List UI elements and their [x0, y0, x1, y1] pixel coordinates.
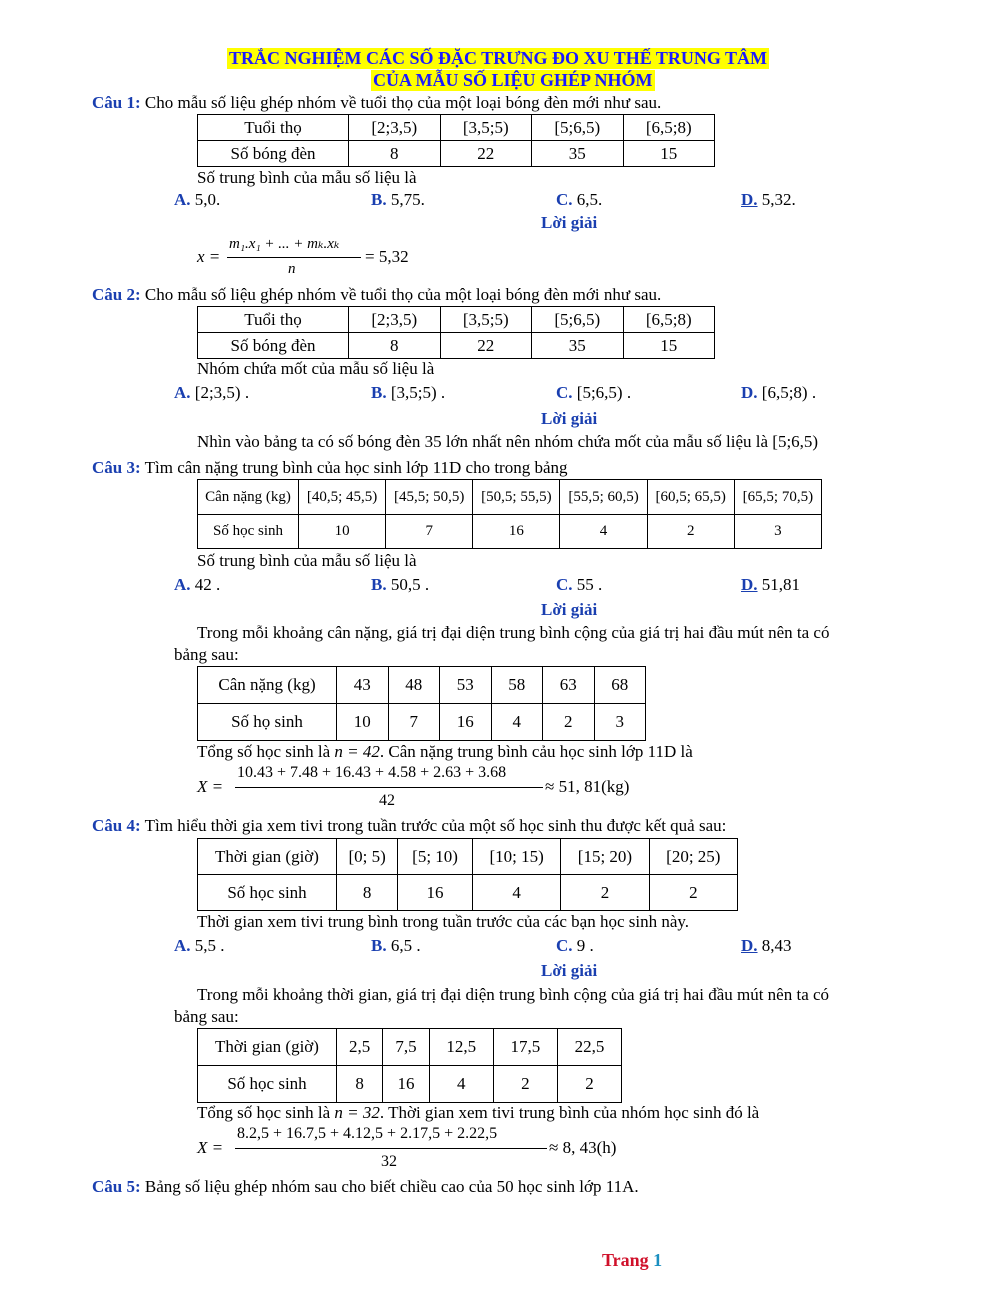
table-cell: 16 — [440, 704, 492, 741]
q4-prompt: Thời gian xem tivi trung bình trong tuần trước của các bạn học sinh này. — [197, 912, 690, 931]
question-label: Câu 2: — [92, 285, 141, 304]
q3-table — [197, 479, 822, 549]
q3-solution-line2: bảng sau: — [174, 645, 239, 664]
q3-total: Tổng số học sinh là n = 42. Cân nặng trung bình cảu học sinh lớp 11D là — [197, 742, 693, 761]
option-d: D. [6,5;8) . — [741, 383, 817, 402]
option-a: A. 5,5 . — [174, 936, 225, 955]
question-label: Câu 5: — [92, 1177, 141, 1196]
option-c: C. [5;6,5) . — [556, 383, 632, 402]
table-cell: 4 — [491, 704, 543, 741]
table-cell: 2 — [649, 875, 737, 911]
table-header: [5;6,5) — [532, 115, 624, 141]
table-header: [6,5;8) — [623, 307, 715, 333]
table-header: Thời gian (giờ) — [198, 1029, 337, 1066]
table-header: 68 — [594, 667, 646, 704]
table-cell: Số học sinh — [198, 1066, 337, 1103]
solution-heading: Lời giải — [541, 600, 598, 619]
table-header: 12,5 — [429, 1029, 493, 1066]
q1-table — [197, 114, 715, 167]
table-cell: 22 — [440, 141, 532, 167]
question-2 — [92, 285, 661, 305]
table-header: [2;3,5) — [349, 307, 441, 333]
question-1 — [92, 93, 661, 113]
table-header: 48 — [388, 667, 440, 704]
table-header: [10; 15) — [472, 839, 560, 875]
question-text: Bảng số liệu ghép nhóm sau cho biết chiều cao của 50 học sinh lớp 11A. — [144, 1177, 639, 1196]
q2-solution: Nhìn vào bảng ta có số bóng đèn 35 lớn nhất nên nhóm chứa mốt của mẫu số liệu là [5;6,5) — [197, 432, 819, 451]
table-cell: 4 — [472, 875, 560, 911]
table-cell: 2 — [557, 1066, 621, 1103]
table-header: [45,5; 50,5) — [386, 480, 473, 515]
option-a: A. 5,0. — [174, 190, 221, 209]
table-header: [50,5; 55,5) — [473, 480, 560, 515]
table-cell: 7 — [386, 515, 473, 549]
table-header: [20; 25) — [649, 839, 737, 875]
table-cell: 8 — [337, 875, 398, 911]
table-header: Tuổi thọ — [198, 307, 349, 333]
table-header: [60,5; 65,5) — [647, 480, 734, 515]
q4-representative-table — [197, 1028, 622, 1103]
table-cell: 16 — [473, 515, 560, 549]
table-cell: 15 — [623, 141, 715, 167]
solution-heading: Lời giải — [541, 961, 598, 980]
table-header: [6,5;8) — [623, 115, 715, 141]
table-header: [15; 20) — [561, 839, 649, 875]
table-cell: 35 — [532, 333, 624, 359]
q2-prompt: Nhóm chứa mốt của mẫu số liệu là — [197, 359, 435, 378]
table-cell: Số bóng đèn — [198, 141, 349, 167]
table-header: 17,5 — [493, 1029, 557, 1066]
table-header: [5;6,5) — [532, 307, 624, 333]
option-c: C. 55 . — [556, 575, 603, 594]
table-cell: 2 — [647, 515, 734, 549]
option-c: C. 9 . — [556, 936, 594, 955]
table-header: Cân nặng (kg) — [198, 667, 337, 704]
table-cell: Số bóng đèn — [198, 333, 349, 359]
table-header: 43 — [337, 667, 389, 704]
table-header: 58 — [491, 667, 543, 704]
page-title-line1: TRẮC NGHIỆM CÁC SỐ ĐẶC TRƯNG ĐO XU THẾ TRUNG TÂM — [229, 48, 768, 68]
table-header: Tuổi thọ — [198, 115, 349, 141]
table-header: [55,5; 60,5) — [560, 480, 647, 515]
question-4 — [92, 816, 726, 836]
table-cell: Số học sinh — [198, 515, 299, 549]
table-cell: 15 — [623, 333, 715, 359]
table-header: 7,5 — [383, 1029, 429, 1066]
table-cell: 35 — [532, 141, 624, 167]
q4-total: Tổng số học sinh là n = 32. Thời gian xem tivi trung bình của nhóm học sinh đó là — [197, 1103, 760, 1122]
table-cell: 16 — [398, 875, 473, 911]
q4-solution-line2: bảng sau: — [174, 1007, 239, 1026]
option-a: A. 42 . — [174, 575, 221, 594]
option-a: A. [2;3,5) . — [174, 383, 250, 402]
option-b: B. 6,5 . — [371, 936, 421, 955]
q3-representative-table — [197, 666, 646, 741]
table-header: [65,5; 70,5) — [734, 480, 821, 515]
table-header: [5; 10) — [398, 839, 473, 875]
page-title-line2: CỦA MẪU SỐ LIỆU GHÉP NHÓM — [373, 70, 653, 90]
table-cell: 10 — [299, 515, 386, 549]
table-cell: 4 — [429, 1066, 493, 1103]
question-text: Cho mẫu số liệu ghép nhóm về tuổi thọ của một loại bóng đèn mới như sau. — [144, 93, 662, 112]
q4-table — [197, 838, 738, 911]
table-cell: 16 — [383, 1066, 429, 1103]
table-header: 22,5 — [557, 1029, 621, 1066]
q2-table — [197, 306, 715, 359]
table-header: [0; 5) — [337, 839, 398, 875]
question-3 — [92, 458, 568, 478]
question-label: Câu 3: — [92, 458, 141, 477]
table-header: [2;3,5) — [349, 115, 441, 141]
question-5 — [92, 1177, 639, 1197]
question-label: Câu 1: — [92, 93, 141, 112]
question-text: Tìm cân nặng trung bình của học sinh lớp 11D cho trong bảng — [144, 458, 568, 477]
q4-solution-line1: Trong mỗi khoảng thời gian, giá trị đại diện trung bình cộng của giá trị hai đầu mút nên ta có — [197, 985, 830, 1004]
table-cell: 7 — [388, 704, 440, 741]
solution-heading: Lời giải — [541, 409, 598, 428]
option-d-correct: D. 8,43 — [741, 936, 792, 955]
question-label: Câu 4: — [92, 816, 141, 835]
table-header: 63 — [543, 667, 595, 704]
q3-prompt: Số trung bình của mẫu số liệu là — [197, 551, 417, 570]
table-cell: 3 — [594, 704, 646, 741]
table-cell: 2 — [561, 875, 649, 911]
table-header: 53 — [440, 667, 492, 704]
table-header: 2,5 — [337, 1029, 383, 1066]
table-header: [40,5; 45,5) — [299, 480, 386, 515]
table-cell: Số họ sinh — [198, 704, 337, 741]
table-cell: 2 — [493, 1066, 557, 1103]
table-cell: Số học sinh — [198, 875, 337, 911]
table-cell: 8 — [349, 141, 441, 167]
solution-heading: Lời giải — [541, 213, 598, 232]
question-text: Cho mẫu số liệu ghép nhóm về tuổi thọ của một loại bóng đèn mới như sau. — [144, 285, 662, 304]
option-b: B. [3,5;5) . — [371, 383, 446, 402]
option-b: B. 50,5 . — [371, 575, 430, 594]
option-b: B. 5,75. — [371, 190, 425, 209]
table-cell: 3 — [734, 515, 821, 549]
question-text: Tìm hiểu thời gia xem tivi trong tuần trước của một số học sinh thu được kết quả sau: — [144, 816, 727, 835]
table-header: Thời gian (giờ) — [198, 839, 337, 875]
q3-solution-line1: Trong mỗi khoảng cân nặng, giá trị đại diện trung bình cộng của giá trị hai đầu mút nên ta có — [197, 623, 830, 642]
table-header: [3,5;5) — [440, 115, 532, 141]
table-cell: 4 — [560, 515, 647, 549]
page-number: Trang 1 — [602, 1250, 663, 1270]
option-c: C. 6,5. — [556, 190, 603, 209]
table-header: [3,5;5) — [440, 307, 532, 333]
option-d-correct: D. 5,32. — [741, 190, 796, 209]
table-cell: 10 — [337, 704, 389, 741]
option-d-correct: D. 51,81 — [741, 575, 801, 594]
table-cell: 8 — [349, 333, 441, 359]
table-header: Cân nặng (kg) — [198, 480, 299, 515]
q1-prompt: Số trung bình của mẫu số liệu là — [197, 168, 417, 187]
table-cell: 8 — [337, 1066, 383, 1103]
table-cell: 22 — [440, 333, 532, 359]
table-cell: 2 — [543, 704, 595, 741]
